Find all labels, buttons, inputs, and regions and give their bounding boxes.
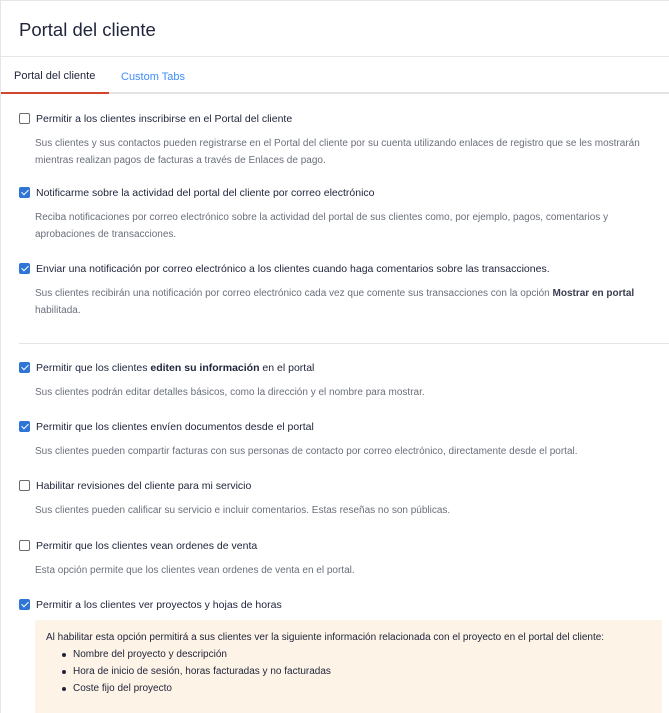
tab-bar [1,57,669,94]
option-description: Esta opción permite que los clientes vean ordenes de venta en el portal. [35,565,355,576]
tab-custom-tabs[interactable]: Custom Tabs [121,71,185,83]
edit-info-checkbox[interactable] [19,362,30,373]
page-title: Portal del cliente [19,19,156,40]
option-label [36,361,314,375]
sales-orders-checkbox[interactable] [19,540,30,551]
info-list [62,646,652,697]
option-description: Sus clientes y sus contactos pueden registrarse en el Portal del cliente por su cuenta utilizando enlaces de registro que se les mostrarán mientras realizan pagos de facturas a través de Enlaces de pago. [35,138,640,166]
description-bold: Mostrar en portal [552,288,635,299]
option-send-documents [19,420,659,460]
label-bold: editen su información [150,362,260,374]
option-edit-info [19,361,659,401]
option-description: Reciba notificaciones por correo electrónico sobre la actividad del portal de sus clientes como, por ejemplo, pagos, comentarios y aprobaciones de transacciones. [35,212,609,240]
option-label: Permitir a los clientes ver proyectos y hojas de horas [36,599,282,611]
label-text-end: en el portal [259,362,315,374]
option-label: Habilitar revisiones del cliente para mi servicio [36,480,252,492]
option-notify-me [19,186,659,243]
page-header [1,1,669,57]
option-label: Permitir a los clientes inscribirse en el Portal del cliente [36,113,293,125]
option-description: Sus clientes pueden calificar su servicio e incluir comentarios. Estas reseñas no son públicas. [35,505,451,516]
list-item: Nombre del proyecto y descripción [62,646,652,663]
description-text: Sus clientes recibirán una notificación por correo electrónico cada vez que comente sus transacciones con la opción [35,288,553,299]
projects-checkbox[interactable] [19,599,30,610]
allow-signup-checkbox[interactable] [19,113,30,124]
list-item: Hora de inicio de sesión, horas facturadas y no facturadas [62,663,652,680]
option-notify-clients-comments [19,262,659,319]
description-text-end: habilitada. [35,305,81,316]
option-sales-orders [19,539,659,579]
notify-me-checkbox[interactable] [19,187,30,198]
label-text: Permitir que los clientes [36,362,151,374]
option-description [35,285,655,319]
option-label: Enviar una notificación por correo electrónico a los clientes cuando haga comentarios sobre las transacciones. [36,263,550,275]
option-label: Permitir que los clientes envíen documentos desde el portal [36,421,314,433]
notify-clients-checkbox[interactable] [19,263,30,274]
option-reviews [19,479,659,519]
info-intro: Al habilitar esta opción permitirá a sus clientes ver la siguiente información relacionada con el proyecto en el portal del cliente: [46,632,605,643]
option-label: Permitir que los clientes vean ordenes de venta [36,540,258,552]
option-description: Sus clientes pueden compartir facturas con sus personas de contacto por correo electrónico, directamente desde el portal. [35,446,578,457]
reviews-checkbox[interactable] [19,480,30,491]
option-projects-timesheets [19,598,659,612]
section-divider [19,343,669,344]
list-item: Coste fijo del proyecto [62,680,652,697]
option-description: Sus clientes podrán editar detalles básicos, como la dirección y el nombre para mostrar. [35,387,425,398]
option-allow-signup [19,112,659,169]
tab-portal-del-cliente[interactable]: Portal del cliente [1,70,109,94]
projects-info-box [35,620,662,713]
send-documents-checkbox[interactable] [19,421,30,432]
option-label: Notificarme sobre la actividad del portal del cliente por correo electrónico [36,187,375,199]
